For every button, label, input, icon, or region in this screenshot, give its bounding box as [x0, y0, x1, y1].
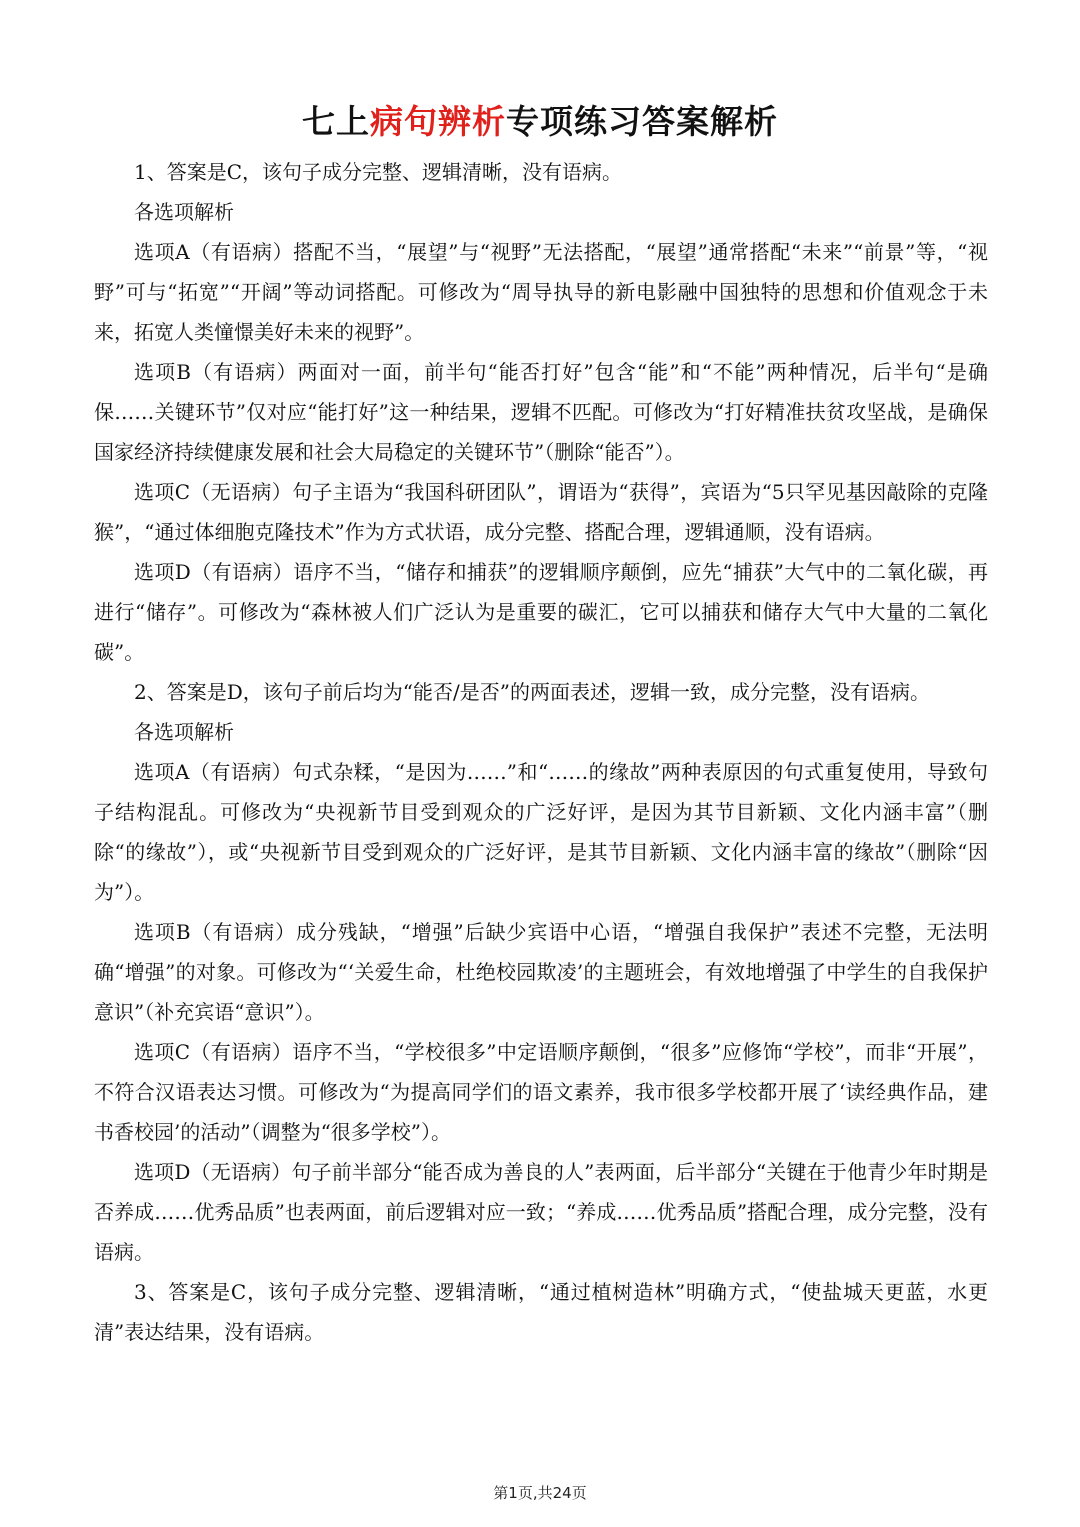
answer-2-option-a: 选项A（有语病）句式杂糅，“是因为……”和“……的缘故”两种表原因的句式重复使用，导致句子结构混乱。可修改为“央视新节目受到观众的广泛好评，是因为其节目新颖、文化内涵丰富”（删除“的缘故”），或“央视新节目受到观众的广泛好评，是其节目新颖、文化内涵丰富的缘故”（删除“因为”）。: [94, 760, 988, 904]
answer-2-option-d: 选项D（无语病）句子前半部分“能否成为善良的人”表两面，后半部分“关键在于他青少年时期是否养成……优秀品质”也表两面，前后逻辑对应一致；“养成……优秀品质”搭配合理，成分完整，没有语病。: [94, 1160, 988, 1264]
title-suffix: 专项练习答案解析: [506, 102, 778, 141]
answer-3-summary: 3、答案是C，该句子成分完整、逻辑清晰，“通过植树造林”明确方式，“使盐城天更蓝，水更清”表达结果，没有语病。: [94, 1280, 988, 1344]
title-highlight: 病句辨析: [370, 102, 506, 141]
answer-1-option-c: 选项C（无语病）句子主语为“我国科研团队”，谓语为“获得”，宾语为“5只罕见基因敲除的克隆猴”，“通过体细胞克隆技术”作为方式状语，成分完整、搭配合理，逻辑通顺，没有语病。: [94, 480, 988, 544]
answer-2-option-c: 选项C（有语病）语序不当，“学校很多”中定语顺序颠倒，“很多”应修饰“学校”，而非“开展”，不符合汉语表达习惯。可修改为“为提高同学们的语文素养，我市很多学校都开展了‘读经典作品，建书香校园’的活动”（调整为“很多学校”）。: [94, 1040, 988, 1144]
answer-1-option-b: 选项B（有语病）两面对一面，前半句“能否打好”包含“能”和“不能”两种情况，后半句“是确保……关键环节”仅对应“能打好”这一种结果，逻辑不匹配。可修改为“打好精准扶贫攻坚战，是确保国家经济持续健康发展和社会大局稳定的关键环节”（删除“能否”）。: [94, 360, 988, 464]
answer-content: [94, 152, 988, 1352]
page-title: [0, 98, 1080, 146]
analysis-heading-1: 各选项解析: [134, 200, 234, 224]
page-number: 第1页,共24页: [493, 1484, 587, 1502]
answer-2-summary: 2、答案是D，该句子前后均为“能否/是否”的两面表述，逻辑一致，成分完整，没有语病。: [134, 680, 930, 704]
title-prefix: 七上: [302, 102, 370, 141]
answer-1-option-d: 选项D（有语病）语序不当，“储存和捕获”的逻辑顺序颠倒，应先“捕获”大气中的二氧化碳，再进行“储存”。可修改为“森林被人们广泛认为是重要的碳汇，它可以捕获和储存大气中大量的二氧化碳”。: [94, 560, 988, 664]
answer-2-option-b: 选项B（有语病）成分残缺，“增强”后缺少宾语中心语，“增强自我保护”表述不完整，无法明确“增强”的对象。可修改为“‘关爱生命，杜绝校园欺凌’的主题班会，有效地增强了中学生的自我保护意识”（补充宾语“意识”）。: [94, 920, 988, 1024]
answer-1-summary: 1、答案是C，该句子成分完整、逻辑清晰，没有语病。: [134, 160, 623, 184]
analysis-heading-2: 各选项解析: [134, 720, 234, 744]
answer-1-option-a: 选项A（有语病）搭配不当，“展望”与“视野”无法搭配，“展望”通常搭配“未来”“前景”等，“视野”可与“拓宽”“开阔”等动词搭配。可修改为“周导执导的新电影融中国独特的思想和价值观念于未来，拓宽人类憧憬美好未来的视野”。: [94, 240, 988, 344]
